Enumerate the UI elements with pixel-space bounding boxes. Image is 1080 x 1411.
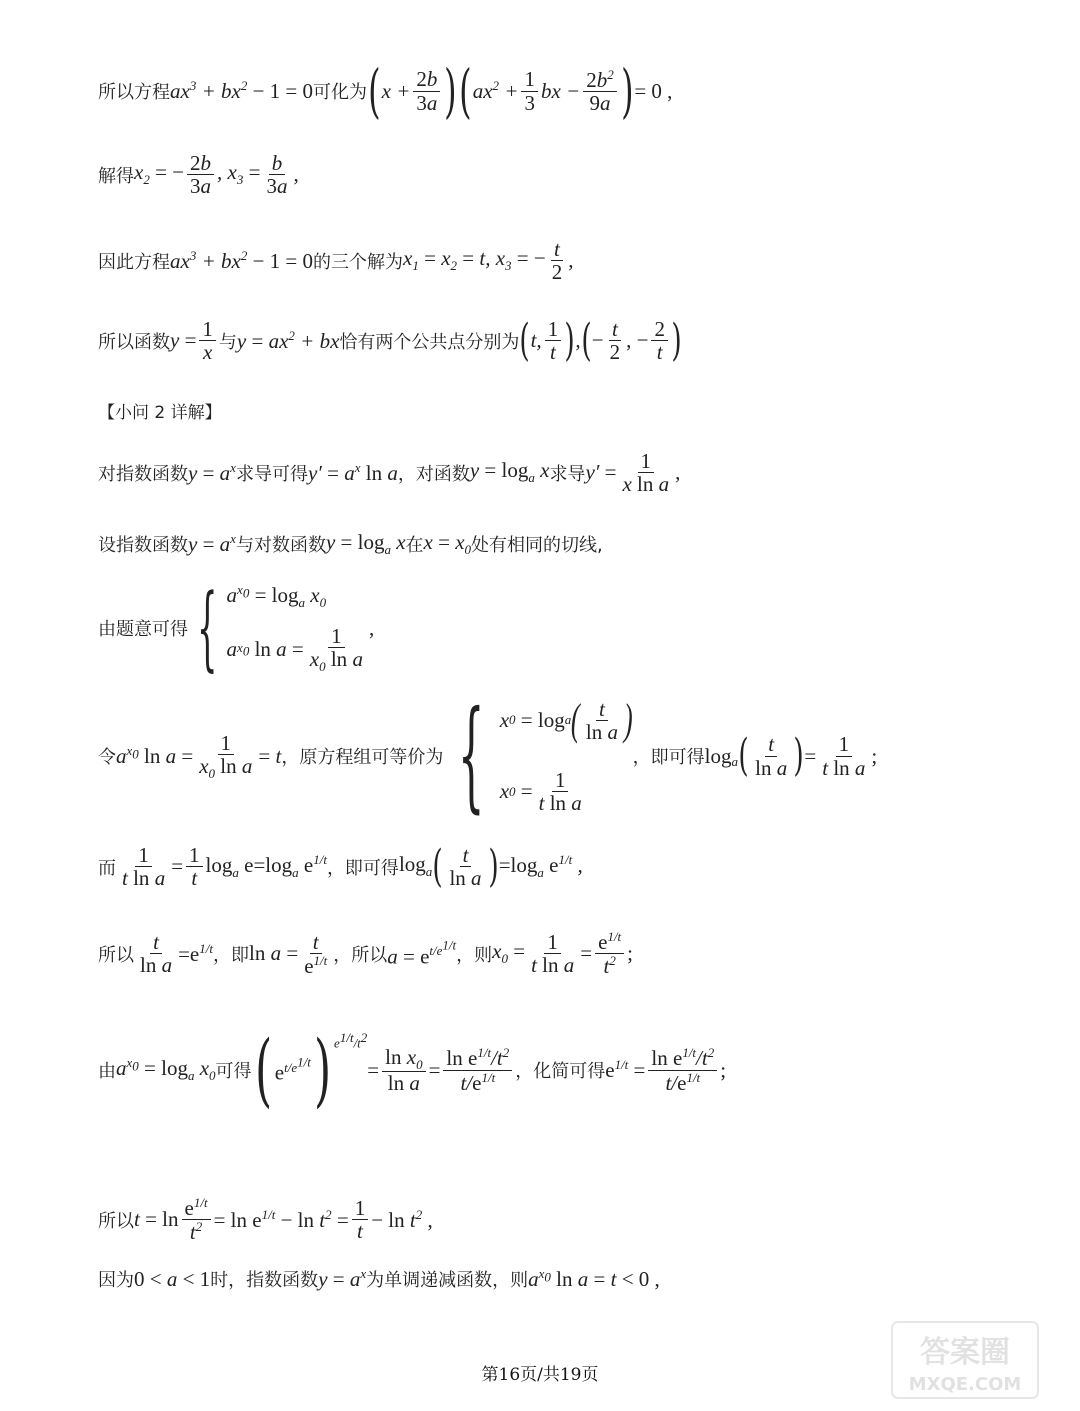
text: 与: [218, 331, 237, 353]
text: 可得: [215, 1061, 252, 1082]
text: ，原方程组可等价为: [281, 747, 444, 768]
equation-line-2: 解得 $x_2$ = − $\frac{2b}{3a}$ , $x_3$ = $\frac{b}{3a}$ ,: [98, 151, 299, 199]
equation-line-3: 因此方程 $ax^3 + bx^2 - 1 = 0$ 的三个解为 $x_1 = x_2 = t$, $x_3$ = − $\frac{t}{2}$ ,: [98, 237, 574, 285]
text: 所以方程: [98, 82, 170, 103]
equation-line-13: 因为 0 < a < 1 时，指数函数 $y = a^x$ 为单调递减函数，则 $a^{x_0}$ ln a = t < 0 ,: [98, 1266, 660, 1291]
equation-line-4: 所以函数 y = $\frac{1}{x}$ 与 $y = ax^2$ + bx 恰有两个公共点分别为 ( t, $\frac{1}{t}$ ) , ( − $\frac{t}{2}$ , − $\frac{2}{t}$ ): [98, 314, 682, 366]
text: 可化为: [313, 82, 368, 103]
text: 处有相同的切线,: [471, 535, 603, 557]
text: ，对函数: [397, 463, 470, 485]
text: ，即可得: [326, 857, 399, 879]
section-heading: [98, 398, 222, 423]
text: 而: [98, 857, 116, 879]
text: 解得: [98, 165, 134, 187]
equation-line-8: 令 $a^{x_0}$ ln a = $\frac{1}{x_0 \ln a}$ = t ，原方程组可等价为 { x 0 = log a ( $\frac{t}{\text{ln a}}$ ) x 0 = $\frac{1}{\text{t ln a}}$ ，即可得 log $_a$ ( $\frac{t}{\text{ln a}}$ ) = $\frac{1}{\text{t ln a}}$ ;: [98, 686, 878, 825]
text: 由题意可得: [98, 619, 188, 641]
text: 时，指数函数: [210, 1270, 319, 1291]
text: ，则: [456, 944, 493, 966]
text: 因此方程: [98, 251, 170, 273]
text: 所以: [98, 1210, 134, 1232]
watermark-logo: [890, 1320, 1040, 1400]
text: 在: [405, 535, 424, 557]
equation-line-5: 对指数函数 $y = a^x$ 求导可得 $y' = a^x$ ln a ，对函数 $y = \log_a x$ 求导 y′ = $\frac{1}{\text{x ln a}}$ ,: [98, 449, 681, 497]
text: ，即: [213, 944, 249, 966]
equation-line-12: 所以 t = ln $\frac{e^{1/t}}{t^2}$ = $\ln e^{1/t} - \ln t^2$ = $\frac{1}{t}$ − $\ln t^2$ ,: [98, 1195, 433, 1245]
text: 令: [98, 747, 116, 768]
equation-line-6: 设指数函数 $y = a^x$ 与对数函数 $y = \log_a x$ 在 $x = x_0$ 处有相同的切线,: [98, 530, 603, 558]
watermark-text: 答案圈: [920, 1335, 1010, 1370]
equation-line-1: 所以方程 $ax^3 + bx^2 - 1 = 0$ 可化为 ( x + $\frac{2b}{3a}$ ) ( $ax^2$ + $\frac{1}{3}$ bx − $\frac{2b^2}{9a}$ ) = 0 ,: [98, 57, 673, 125]
text: 因为: [98, 1270, 134, 1291]
equation-line-7: 由题意可得 { $a^{x_0} = \log_a x_0$ a $x_0$ ln a = $\frac{1}{x_0 \ln a}$ ,: [98, 574, 375, 682]
text: 所以函数: [98, 331, 170, 353]
text: 所以: [98, 944, 134, 966]
page-footer: 第16页/共19页: [481, 1365, 599, 1385]
text: 求导可得: [235, 463, 308, 485]
text: 的三个解为: [313, 251, 404, 273]
text: 与对数函数: [235, 535, 326, 557]
equation-line-11: 由 $a^{x_0} = \log_a x_0$ 可得 ( $e^{t/e^{1/t}}$ ) $e^{1/t}/t^2$ = $\frac{\ln x_0}{\text{ln a}}$ = $\frac{\ln e^{1/t}/t^2}{t/e^{1/t}}$ ，化简可得 $e^{1/t}$ = $\frac{\ln e^{1/t}/t^2}{t/e^{1/t}}$ ;: [98, 1023, 727, 1116]
watermark-url: MXQE.COM: [908, 1374, 1022, 1395]
heading-text: 【小问 2 详解】: [98, 403, 222, 423]
text: 恰有两个公共点分别为: [339, 331, 520, 353]
equation-line-10: 所以 $\frac{t}{\text{ln a}}$ $=e^{1/t}$ ，即 ln a = $\frac{t}{e^{1/t}}$ ，所以 $a = e^{t/e^{1/t}}$ ，则 $x_0$ = $\frac{1}{\text{t ln a}}$ = $\frac{e^{1/t}}{t^2}$ ;: [98, 929, 634, 979]
text: 求导: [549, 463, 586, 485]
text: ，所以: [333, 944, 388, 966]
text: 由: [98, 1061, 116, 1082]
text: 设指数函数: [98, 535, 188, 557]
text: 对指数函数: [98, 463, 188, 485]
text: 为单调递减函数，则: [366, 1270, 529, 1291]
text: ，化简可得: [515, 1061, 606, 1082]
equation-line-9: 而 $\frac{1}{\text{t ln a}}$ = $\frac{1}{t}$ $\log_a e=\log_a$ $e^{1/t}$ ，即可得 $\log_a$ ( $\frac{t}{\text{ln a}}$ ) $=\log_a$ $e^{1/t}$ ,: [98, 840, 583, 892]
text: ，即可得: [632, 747, 705, 768]
